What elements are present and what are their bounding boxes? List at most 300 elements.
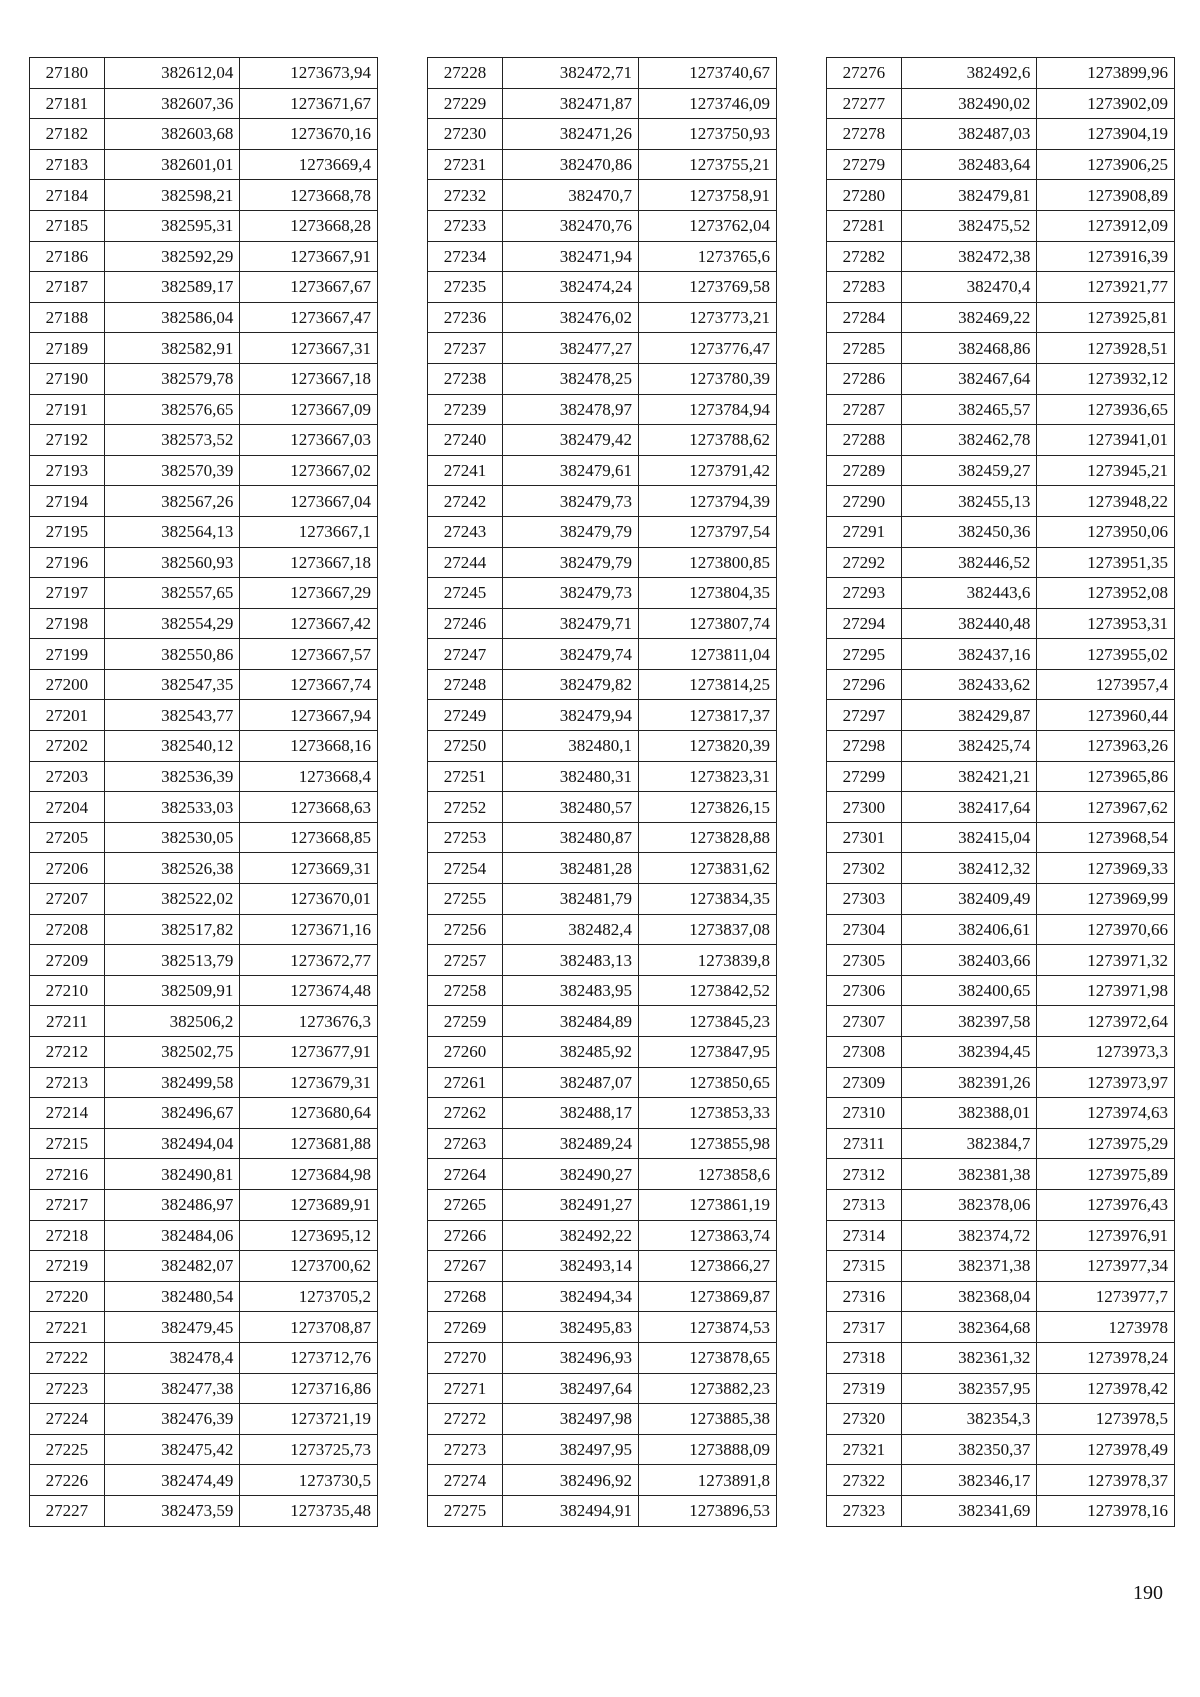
table-row [428,394,777,425]
point-id-cell: 27227 [30,1495,105,1526]
y-coordinate-cell: 1273928,51 [1037,333,1175,364]
point-id-cell: 27252 [428,792,503,823]
point-id-cell: 27319 [827,1373,902,1404]
point-id-cell: 27206 [30,853,105,884]
table-row [428,1098,777,1129]
y-coordinate-cell: 1273878,65 [639,1342,777,1373]
x-coordinate-cell: 382486,97 [104,1189,240,1220]
y-coordinate-cell: 1273971,32 [1037,945,1175,976]
table-row [827,302,1175,333]
x-coordinate-cell: 382400,65 [901,975,1037,1006]
y-coordinate-cell: 1273788,62 [639,425,777,456]
point-id-cell: 27321 [827,1434,902,1465]
table-row [428,700,777,731]
y-coordinate-cell: 1273700,62 [240,1251,378,1282]
x-coordinate-cell: 382491,27 [503,1189,639,1220]
table-row [428,1281,777,1312]
y-coordinate-cell: 1273667,91 [240,241,378,272]
point-id-cell: 27277 [827,88,902,119]
y-coordinate-cell: 1273837,08 [639,914,777,945]
x-coordinate-cell: 382477,38 [104,1373,240,1404]
y-coordinate-cell: 1273755,21 [639,149,777,180]
table-row [827,119,1175,150]
x-coordinate-cell: 382397,58 [901,1006,1037,1037]
table-row [30,669,378,700]
point-id-cell: 27219 [30,1251,105,1282]
y-coordinate-cell: 1273708,87 [240,1312,378,1343]
table-row [428,455,777,486]
x-coordinate-cell: 382484,06 [104,1220,240,1251]
y-coordinate-cell: 1273968,54 [1037,822,1175,853]
point-id-cell: 27316 [827,1281,902,1312]
table-row [827,241,1175,272]
y-coordinate-cell: 1273668,85 [240,822,378,853]
table-row [827,333,1175,364]
point-id-cell: 27304 [827,914,902,945]
x-coordinate-cell: 382479,94 [503,700,639,731]
y-coordinate-cell: 1273672,77 [240,945,378,976]
y-coordinate-cell: 1273953,31 [1037,608,1175,639]
y-coordinate-cell: 1273847,95 [639,1037,777,1068]
table-row [428,1006,777,1037]
x-coordinate-cell: 382409,49 [901,884,1037,915]
x-coordinate-cell: 382499,58 [104,1067,240,1098]
table-row [428,884,777,915]
table-row [30,1342,378,1373]
x-coordinate-cell: 382346,17 [901,1465,1037,1496]
y-coordinate-cell: 1273971,98 [1037,975,1175,1006]
point-id-cell: 27212 [30,1037,105,1068]
x-coordinate-cell: 382357,95 [901,1373,1037,1404]
x-coordinate-cell: 382488,17 [503,1098,639,1129]
table-row [827,363,1175,394]
point-id-cell: 27265 [428,1189,503,1220]
point-id-cell: 27285 [827,333,902,364]
x-coordinate-cell: 382526,38 [104,853,240,884]
table-row [30,578,378,609]
y-coordinate-cell: 1273676,3 [240,1006,378,1037]
point-id-cell: 27280 [827,180,902,211]
point-id-cell: 27257 [428,945,503,976]
table-row [428,639,777,670]
y-coordinate-cell: 1273869,87 [639,1281,777,1312]
point-id-cell: 27288 [827,425,902,456]
table-row [827,1037,1175,1068]
table-row [827,1159,1175,1190]
y-coordinate-cell: 1273977,7 [1037,1281,1175,1312]
point-id-cell: 27228 [428,58,503,89]
table-row [827,272,1175,303]
table-row [30,853,378,884]
x-coordinate-cell: 382471,26 [503,119,639,150]
x-coordinate-cell: 382586,04 [104,302,240,333]
table-row [30,700,378,731]
y-coordinate-cell: 1273874,53 [639,1312,777,1343]
x-coordinate-cell: 382480,87 [503,822,639,853]
table-row [827,88,1175,119]
point-id-cell: 27214 [30,1098,105,1129]
point-id-cell: 27298 [827,731,902,762]
x-coordinate-cell: 382354,3 [901,1404,1037,1435]
y-coordinate-cell: 1273950,06 [1037,516,1175,547]
point-id-cell: 27250 [428,731,503,762]
table-row [30,425,378,456]
table-row [827,1189,1175,1220]
x-coordinate-cell: 382496,93 [503,1342,639,1373]
x-coordinate-cell: 382417,64 [901,792,1037,823]
point-id-cell: 27203 [30,761,105,792]
x-coordinate-cell: 382579,78 [104,363,240,394]
y-coordinate-cell: 1273831,62 [639,853,777,884]
table-row [827,1465,1175,1496]
y-coordinate-cell: 1273978,16 [1037,1495,1175,1526]
x-coordinate-cell: 382446,52 [901,547,1037,578]
y-coordinate-cell: 1273965,86 [1037,761,1175,792]
y-coordinate-cell: 1273814,25 [639,669,777,700]
table-row [827,1373,1175,1404]
point-id-cell: 27208 [30,914,105,945]
x-coordinate-cell: 382479,74 [503,639,639,670]
x-coordinate-cell: 382479,61 [503,455,639,486]
table-row [30,1312,378,1343]
table-row [428,1251,777,1282]
table-row [30,455,378,486]
point-id-cell: 27239 [428,394,503,425]
coordinate-table-body [428,58,777,1527]
x-coordinate-cell: 382471,94 [503,241,639,272]
table-row [30,1006,378,1037]
table-row [428,333,777,364]
point-id-cell: 27186 [30,241,105,272]
table-row [30,1159,378,1190]
point-id-cell: 27287 [827,394,902,425]
x-coordinate-cell: 382470,86 [503,149,639,180]
x-coordinate-cell: 382533,03 [104,792,240,823]
x-coordinate-cell: 382576,65 [104,394,240,425]
table-row [428,669,777,700]
table-row [30,1251,378,1282]
table-row [827,975,1175,1006]
y-coordinate-cell: 1273891,8 [639,1465,777,1496]
y-coordinate-cell: 1273823,31 [639,761,777,792]
x-coordinate-cell: 382592,29 [104,241,240,272]
point-id-cell: 27260 [428,1037,503,1068]
table-row [30,363,378,394]
y-coordinate-cell: 1273677,91 [240,1037,378,1068]
table-row [827,914,1175,945]
point-id-cell: 27223 [30,1373,105,1404]
y-coordinate-cell: 1273855,98 [639,1128,777,1159]
table-row [428,1128,777,1159]
point-id-cell: 27292 [827,547,902,578]
x-coordinate-cell: 382472,71 [503,58,639,89]
x-coordinate-cell: 382478,25 [503,363,639,394]
point-id-cell: 27188 [30,302,105,333]
y-coordinate-cell: 1273969,33 [1037,853,1175,884]
point-id-cell: 27213 [30,1067,105,1098]
point-id-cell: 27185 [30,210,105,241]
point-id-cell: 27301 [827,822,902,853]
point-id-cell: 27293 [827,578,902,609]
point-id-cell: 27230 [428,119,503,150]
point-id-cell: 27282 [827,241,902,272]
point-id-cell: 27281 [827,210,902,241]
x-coordinate-cell: 382595,31 [104,210,240,241]
point-id-cell: 27259 [428,1006,503,1037]
table-row [827,1281,1175,1312]
y-coordinate-cell: 1273667,67 [240,272,378,303]
y-coordinate-cell: 1273784,94 [639,394,777,425]
x-coordinate-cell: 382465,57 [901,394,1037,425]
table-row [428,58,777,89]
x-coordinate-cell: 382480,57 [503,792,639,823]
x-coordinate-cell: 382513,79 [104,945,240,976]
x-coordinate-cell: 382543,77 [104,700,240,731]
y-coordinate-cell: 1273668,63 [240,792,378,823]
y-coordinate-cell: 1273974,63 [1037,1098,1175,1129]
y-coordinate-cell: 1273730,5 [240,1465,378,1496]
table-row [827,180,1175,211]
table-row [428,272,777,303]
y-coordinate-cell: 1273674,48 [240,975,378,1006]
x-coordinate-cell: 382490,02 [901,88,1037,119]
x-coordinate-cell: 382557,65 [104,578,240,609]
x-coordinate-cell: 382481,79 [503,884,639,915]
x-coordinate-cell: 382487,07 [503,1067,639,1098]
x-coordinate-cell: 382573,52 [104,425,240,456]
y-coordinate-cell: 1273972,64 [1037,1006,1175,1037]
x-coordinate-cell: 382489,24 [503,1128,639,1159]
point-id-cell: 27231 [428,149,503,180]
table-row [827,1220,1175,1251]
x-coordinate-cell: 382462,78 [901,425,1037,456]
point-id-cell: 27274 [428,1465,503,1496]
y-coordinate-cell: 1273667,47 [240,302,378,333]
point-id-cell: 27294 [827,608,902,639]
table-row [30,241,378,272]
table-row [30,516,378,547]
page-number: 190 [1133,1582,1163,1604]
table-row [827,455,1175,486]
y-coordinate-cell: 1273978,5 [1037,1404,1175,1435]
table-row [827,516,1175,547]
x-coordinate-cell: 382470,4 [901,272,1037,303]
point-id-cell: 27207 [30,884,105,915]
point-id-cell: 27217 [30,1189,105,1220]
table-row [827,1312,1175,1343]
point-id-cell: 27189 [30,333,105,364]
point-id-cell: 27244 [428,547,503,578]
x-coordinate-cell: 382492,6 [901,58,1037,89]
y-coordinate-cell: 1273811,04 [639,639,777,670]
point-id-cell: 27311 [827,1128,902,1159]
y-coordinate-cell: 1273969,99 [1037,884,1175,915]
y-coordinate-cell: 1273978 [1037,1312,1175,1343]
table-row [827,1067,1175,1098]
y-coordinate-cell: 1273921,77 [1037,272,1175,303]
x-coordinate-cell: 382468,86 [901,333,1037,364]
x-coordinate-cell: 382421,21 [901,761,1037,792]
point-id-cell: 27216 [30,1159,105,1190]
point-id-cell: 27192 [30,425,105,456]
table-row [428,486,777,517]
x-coordinate-cell: 382471,87 [503,88,639,119]
table-row [428,914,777,945]
x-coordinate-cell: 382371,38 [901,1251,1037,1282]
coordinate-table-3 [826,57,1175,1527]
y-coordinate-cell: 1273861,19 [639,1189,777,1220]
table-row [827,792,1175,823]
point-id-cell: 27191 [30,394,105,425]
point-id-cell: 27240 [428,425,503,456]
y-coordinate-cell: 1273750,93 [639,119,777,150]
table-row [30,914,378,945]
x-coordinate-cell: 382429,87 [901,700,1037,731]
x-coordinate-cell: 382475,42 [104,1434,240,1465]
point-id-cell: 27190 [30,363,105,394]
table-row [827,425,1175,456]
point-id-cell: 27202 [30,731,105,762]
x-coordinate-cell: 382479,79 [503,547,639,578]
point-id-cell: 27299 [827,761,902,792]
y-coordinate-cell: 1273978,49 [1037,1434,1175,1465]
table-row [30,1037,378,1068]
table-row [827,578,1175,609]
x-coordinate-cell: 382496,67 [104,1098,240,1129]
y-coordinate-cell: 1273888,09 [639,1434,777,1465]
table-row [428,1159,777,1190]
x-coordinate-cell: 382480,54 [104,1281,240,1312]
point-id-cell: 27187 [30,272,105,303]
point-id-cell: 27318 [827,1342,902,1373]
table-row [30,1281,378,1312]
x-coordinate-cell: 382483,64 [901,149,1037,180]
point-id-cell: 27246 [428,608,503,639]
x-coordinate-cell: 382478,97 [503,394,639,425]
table-row [428,822,777,853]
table-row [30,1128,378,1159]
y-coordinate-cell: 1273667,1 [240,516,378,547]
x-coordinate-cell: 382517,82 [104,914,240,945]
table-row [428,210,777,241]
point-id-cell: 27271 [428,1373,503,1404]
x-coordinate-cell: 382473,59 [104,1495,240,1526]
x-coordinate-cell: 382481,28 [503,853,639,884]
point-id-cell: 27237 [428,333,503,364]
point-id-cell: 27196 [30,547,105,578]
point-id-cell: 27248 [428,669,503,700]
point-id-cell: 27296 [827,669,902,700]
y-coordinate-cell: 1273975,29 [1037,1128,1175,1159]
y-coordinate-cell: 1273667,57 [240,639,378,670]
table-row [428,975,777,1006]
y-coordinate-cell: 1273828,88 [639,822,777,853]
point-id-cell: 27291 [827,516,902,547]
y-coordinate-cell: 1273725,73 [240,1434,378,1465]
point-id-cell: 27180 [30,58,105,89]
table-row [428,180,777,211]
y-coordinate-cell: 1273740,67 [639,58,777,89]
x-coordinate-cell: 382536,39 [104,761,240,792]
table-row [827,945,1175,976]
x-coordinate-cell: 382384,7 [901,1128,1037,1159]
x-coordinate-cell: 382612,04 [104,58,240,89]
table-row [428,792,777,823]
y-coordinate-cell: 1273853,33 [639,1098,777,1129]
table-row [827,822,1175,853]
point-id-cell: 27295 [827,639,902,670]
point-id-cell: 27242 [428,486,503,517]
table-row [827,1434,1175,1465]
table-row [827,1251,1175,1282]
point-id-cell: 27256 [428,914,503,945]
point-id-cell: 27225 [30,1434,105,1465]
point-id-cell: 27247 [428,639,503,670]
x-coordinate-cell: 382479,73 [503,486,639,517]
y-coordinate-cell: 1273955,02 [1037,639,1175,670]
point-id-cell: 27272 [428,1404,503,1435]
y-coordinate-cell: 1273850,65 [639,1067,777,1098]
y-coordinate-cell: 1273667,03 [240,425,378,456]
table-row [827,669,1175,700]
y-coordinate-cell: 1273689,91 [240,1189,378,1220]
y-coordinate-cell: 1273908,89 [1037,180,1175,211]
x-coordinate-cell: 382482,4 [503,914,639,945]
table-row [428,853,777,884]
point-id-cell: 27286 [827,363,902,394]
table-row [428,1342,777,1373]
table-row [428,761,777,792]
point-id-cell: 27234 [428,241,503,272]
x-coordinate-cell: 382476,39 [104,1404,240,1435]
y-coordinate-cell: 1273667,18 [240,547,378,578]
y-coordinate-cell: 1273769,58 [639,272,777,303]
point-id-cell: 27290 [827,486,902,517]
point-id-cell: 27310 [827,1098,902,1129]
y-coordinate-cell: 1273671,67 [240,88,378,119]
y-coordinate-cell: 1273667,02 [240,455,378,486]
x-coordinate-cell: 382437,16 [901,639,1037,670]
table-row [428,88,777,119]
point-id-cell: 27266 [428,1220,503,1251]
point-id-cell: 27184 [30,180,105,211]
y-coordinate-cell: 1273952,08 [1037,578,1175,609]
y-coordinate-cell: 1273916,39 [1037,241,1175,272]
point-id-cell: 27226 [30,1465,105,1496]
y-coordinate-cell: 1273820,39 [639,731,777,762]
x-coordinate-cell: 382443,6 [901,578,1037,609]
x-coordinate-cell: 382560,93 [104,547,240,578]
x-coordinate-cell: 382478,4 [104,1342,240,1373]
point-id-cell: 27323 [827,1495,902,1526]
y-coordinate-cell: 1273667,31 [240,333,378,364]
point-id-cell: 27221 [30,1312,105,1343]
y-coordinate-cell: 1273945,21 [1037,455,1175,486]
x-coordinate-cell: 382469,22 [901,302,1037,333]
y-coordinate-cell: 1273667,04 [240,486,378,517]
y-coordinate-cell: 1273780,39 [639,363,777,394]
x-coordinate-cell: 382477,27 [503,333,639,364]
x-coordinate-cell: 382487,03 [901,119,1037,150]
y-coordinate-cell: 1273679,31 [240,1067,378,1098]
x-coordinate-cell: 382603,68 [104,119,240,150]
y-coordinate-cell: 1273951,35 [1037,547,1175,578]
point-id-cell: 27245 [428,578,503,609]
x-coordinate-cell: 382479,45 [104,1312,240,1343]
table-row [30,1373,378,1404]
coordinate-table-1 [29,57,378,1527]
table-row [30,1098,378,1129]
